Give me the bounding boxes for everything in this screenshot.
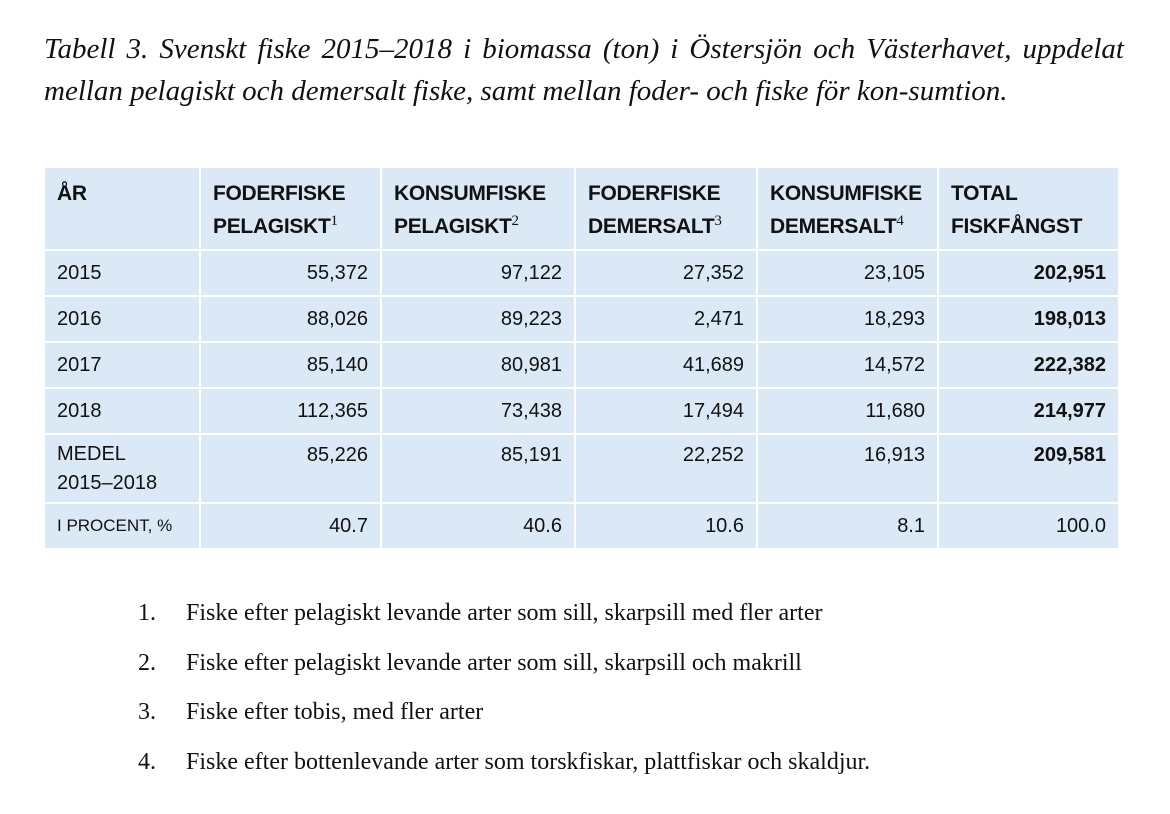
year-cell: 2016 [44, 296, 200, 342]
table-row [44, 296, 1119, 342]
value-cell: 88,026 [200, 296, 381, 342]
value-cell: 14,572 [757, 342, 938, 388]
footnote-text: Fiske efter pelagiskt levande arter som sill, skarpsill med fler arter [186, 600, 823, 626]
header-konsum-pelagiskt: KONSUMFISKE PELAGISKT$^2$ [381, 167, 575, 250]
footnote-text: Fiske efter bottenlevande arter som torskfiskar, plattfiskar och skaldjur. [186, 748, 871, 775]
value-cell: 10.6 [575, 503, 757, 549]
table-row-percent [44, 503, 1119, 549]
year-cell: 2018 [44, 388, 200, 434]
year-cell: 2015 [44, 250, 200, 296]
total-cell: 214,977 [938, 388, 1119, 434]
footnote-ref: 3 [714, 213, 722, 229]
footnote-number: 1. [138, 600, 156, 626]
footnote-number: 2. [138, 649, 156, 676]
total-cell: 202,951 [938, 250, 1119, 296]
footnote-text: Fiske efter tobis, med fler arter [186, 699, 484, 725]
footnote-number: 4. [138, 748, 156, 775]
fishing-table [43, 166, 1120, 550]
header-total: TOTAL FISKFÅNGST [938, 167, 1119, 250]
value-cell: 85,140 [200, 342, 381, 388]
value-cell: 85,226 [200, 434, 381, 503]
value-cell: 55,372 [200, 250, 381, 296]
value-cell: 40.7 [200, 503, 381, 549]
table-row [44, 342, 1119, 388]
footnote-ref: 4 [896, 213, 904, 229]
footnote-ref: 1 [330, 213, 338, 229]
value-cell: 16,913 [757, 434, 938, 503]
footnote [138, 650, 870, 700]
value-cell: 40.6 [381, 503, 575, 549]
footnote-text: Fiske efter pelagiskt levande arter som sill, skarpsill och makrill [186, 649, 802, 676]
table-caption: Tabell 3. Svenskt fiske 2015–2018 i biomassa (ton) i Östersjön och Västerhavet, uppdelat mellan pelagiskt och demersalt fiske, samt mellan foder- och fiske för kon-sumtion. [44, 33, 1124, 107]
total-cell: 198,013 [938, 296, 1119, 342]
value-cell: 80,981 [381, 342, 575, 388]
value-cell: 85,191 [381, 434, 575, 503]
header-foder-pelagiskt: FODERFISKE PELAGISKT$^1$ [200, 167, 381, 250]
value-cell: 97,122 [381, 250, 575, 296]
value-cell: 2,471 [575, 296, 757, 342]
value-cell: 73,438 [381, 388, 575, 434]
header-konsum-demersalt: KONSUMFISKE DEMERSALT$^4$ [757, 167, 938, 250]
footnote [138, 699, 870, 749]
value-cell: 23,105 [757, 250, 938, 296]
year-cell: MEDEL 2015–2018 [44, 434, 200, 503]
year-cell: I PROCENT, % [44, 503, 200, 549]
value-cell: 17,494 [575, 388, 757, 434]
footnote-number: 3. [138, 699, 156, 725]
total-cell: 209,581 [938, 434, 1119, 503]
value-cell: 27,352 [575, 250, 757, 296]
value-cell: 11,680 [757, 388, 938, 434]
table-row [44, 250, 1119, 296]
value-cell: 41,689 [575, 342, 757, 388]
footnote [138, 600, 870, 650]
value-cell: 18,293 [757, 296, 938, 342]
total-cell: 222,382 [938, 342, 1119, 388]
footnotes-list [138, 600, 870, 798]
header-foder-demersalt: FODERFISKE DEMERSALT$^3$ [575, 167, 757, 250]
table-row [44, 388, 1119, 434]
value-cell: 89,223 [381, 296, 575, 342]
value-cell: 100.0 [938, 503, 1119, 549]
header-year: ÅR [44, 167, 200, 250]
footnote [138, 749, 870, 799]
table-row-average [44, 434, 1119, 503]
value-cell: 8.1 [757, 503, 938, 549]
header-row [44, 167, 1119, 250]
value-cell: 112,365 [200, 388, 381, 434]
footnote-ref: 2 [511, 213, 519, 229]
year-cell: 2017 [44, 342, 200, 388]
value-cell: 22,252 [575, 434, 757, 503]
